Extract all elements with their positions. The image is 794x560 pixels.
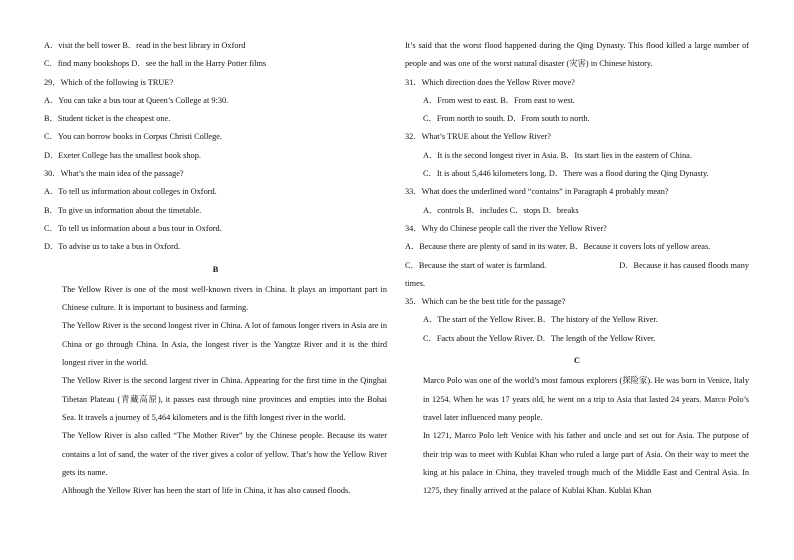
q34-option-d: D．Because it has caused floods many [619,260,749,270]
q31-option-ab: A．From west to east. B．From east to west. [423,95,575,105]
passage-b-paragraph-3: The Yellow River is the second largest river in China. Appearing for the first time in the Qinghai Tibetan Plateau (青藏高原), it passes east through nine provinces and empties into the Bohai Sea. It travels a journey of 5,464 kilometers and is the fifth longest river in the world. [62,376,387,422]
q29-option-c: C．You can borrow books in Corpus Christi College. [44,132,223,142]
q34-question: 34．Why do Chinese people call the river the Yellow River? [405,223,607,233]
q34-option-cd [405,257,749,275]
passage-b-paragraph-5: Although the Yellow River has been the start of life in China, it has also caused floods. [62,486,351,496]
q30-option-c: C．To tell us information about a bus tour in Oxford. [44,223,222,233]
section-c-heading: C [574,356,580,366]
q29-option-a: A．You can take a bus tour at Queen’s College at 9:30. [44,95,229,105]
q30-question: 30．What’s the main idea of the passage? [44,169,184,179]
q28-option-ab: A．visit the bell tower B．read in the best library in Oxford [44,41,246,50]
q32-option-cd: C．It is about 5,446 kilometers long. D．There was a flood during the Qing Dynasty. [423,169,709,179]
right-column [405,37,749,500]
q31-option-cd: C．From north to south. D．From south to north. [423,114,590,124]
q29-question: 29．Which of the following is TRUE? [44,77,174,87]
passage-b-paragraph-1: The Yellow River is one of the most well-known rivers in China. It plays an important part in Chinese culture. It is important to business and farming. [62,284,387,313]
q30-option-a: A．To tell us information about colleges in Oxford. [44,187,217,197]
left-column [44,37,387,500]
passage-c-paragraph-2: In 1271, Marco Polo left Venice with his father and uncle and set out for Asia. The purpose of their trip was to meet with Kublai Khan who ruled a large part of Asia. On their way to meet the king at his palace in China, they traveled trough much of the Middle East and Central Asia. In 1275, they finally arrived at the palace of Kublai Khan. Kublai Khan [423,431,749,496]
passage-c-paragraph-1: Marco Polo was one of the world’s most famous explorers (探险家). He was born in Venice, Italy in 1254. When he was 17 years old, he went on a trip to Asia that lasted 24 years. Marco Polo’s travel later influenced many people. [423,376,749,422]
q30-option-b: B．To give us information about the timetable. [44,205,202,215]
q32-option-ab: A．It is the second longest river in Asia. B．Its start lies in the eastern of China. [423,150,692,160]
section-b-heading: B [212,264,219,274]
q34-option-ab: A．Because there are plenty of sand in its water. B．Because it covers lots of yellow areas. [405,242,711,252]
q29-option-b: B．Student ticket is the cheapest one. [44,114,171,124]
q35-option-ab: A．The start of the Yellow River. B．The history of the Yellow River. [423,315,658,325]
q34-option-d-continued: times. [405,278,426,288]
q28-option-cd: C．find many bookshops D．see the hall in the Harry Potter films [44,59,267,69]
q29-option-d: D．Exeter College has the smallest book shop. [44,150,201,160]
q34-option-c: C．Because the start of water is farmland. [405,260,547,270]
q35-question: 35．Which can be the best title for the passage? [405,297,566,307]
q33-question: 33．What does the underlined word “contains” in Paragraph 4 probably mean? [405,187,669,197]
passage-b-continuation: It’s said that the worst flood happened during the Qing Dynasty. This flood killed a large number of people and was one of the worst natural disaster (灾害) in Chinese history. [405,41,749,69]
passage-b-paragraph-4: The Yellow River is also called “The Mother River” by the Chinese people. Because its water contains a lot of sand, the water of the river gives a color of yellow. That’s how the Yellow River gets its name. [62,431,387,477]
passage-b-paragraph-2: The Yellow River is the second longest river in China. A lot of famous longer rivers in Asia are in China or go through China. In Asia, the longest river is the Yangtze River and it is the third longest river in the world. [62,321,387,368]
q31-question: 31．Which direction does the Yellow River move? [405,77,575,87]
q33-options: A．controls B．includes C．stops D．breaks [423,205,579,215]
q35-option-cd: C．Facts about the Yellow River. D．The length of the Yellow River. [423,333,656,343]
q30-option-d: D．To advise us to take a bus in Oxford. [44,242,181,252]
q32-question: 32．What’s TRUE about the Yellow River? [405,132,551,142]
